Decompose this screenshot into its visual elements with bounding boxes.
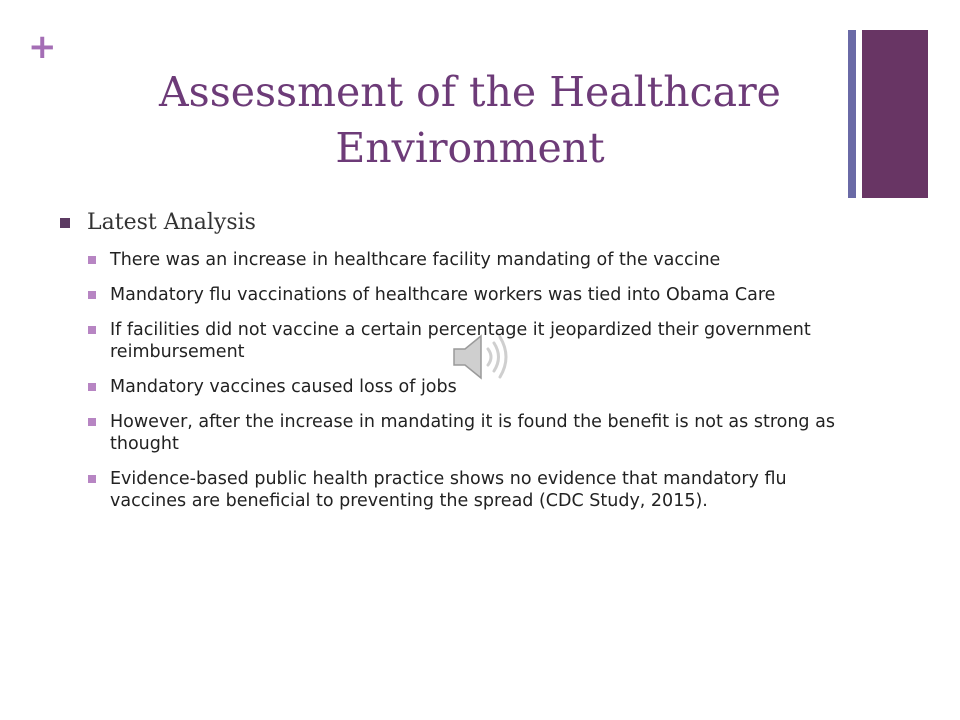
square-bullet-icon xyxy=(60,218,70,228)
list-item xyxy=(88,284,840,306)
speaker-icon[interactable] xyxy=(450,330,512,384)
slide-title: Assessment of the Healthcare Environment xyxy=(159,68,781,172)
heading-bullet-item xyxy=(60,210,840,235)
list-item-text: Evidence-based public health practice shows no evidence that mandatory flu vaccines are beneficial to preventing the spread (CDC Study, 2015). xyxy=(110,469,787,511)
square-bullet-icon xyxy=(88,475,96,483)
list-item xyxy=(88,468,840,512)
list-item-text: Mandatory flu vaccinations of healthcare workers was tied into Obama Care xyxy=(110,285,776,305)
decorative-bar-thick xyxy=(862,30,928,198)
square-bullet-icon xyxy=(88,291,96,299)
plus-mark: + xyxy=(28,27,57,67)
square-bullet-icon xyxy=(88,256,96,264)
square-bullet-icon xyxy=(88,418,96,426)
list-item-text: Mandatory vaccines caused loss of jobs xyxy=(110,377,457,397)
list-item xyxy=(88,249,840,271)
square-bullet-icon xyxy=(88,326,96,334)
list-item xyxy=(88,411,840,455)
list-item-text: If facilities did not vaccine a certain percentage it jeopardized their government reimbursement xyxy=(110,320,811,362)
list-item-text: However, after the increase in mandating it is found the benefit is not as strong as thought xyxy=(110,412,835,454)
heading-bullet-text: Latest Analysis xyxy=(87,210,256,235)
decorative-bar-thin xyxy=(848,30,856,198)
list-item-text: There was an increase in healthcare facility mandating of the vaccine xyxy=(110,250,721,270)
square-bullet-icon xyxy=(88,383,96,391)
